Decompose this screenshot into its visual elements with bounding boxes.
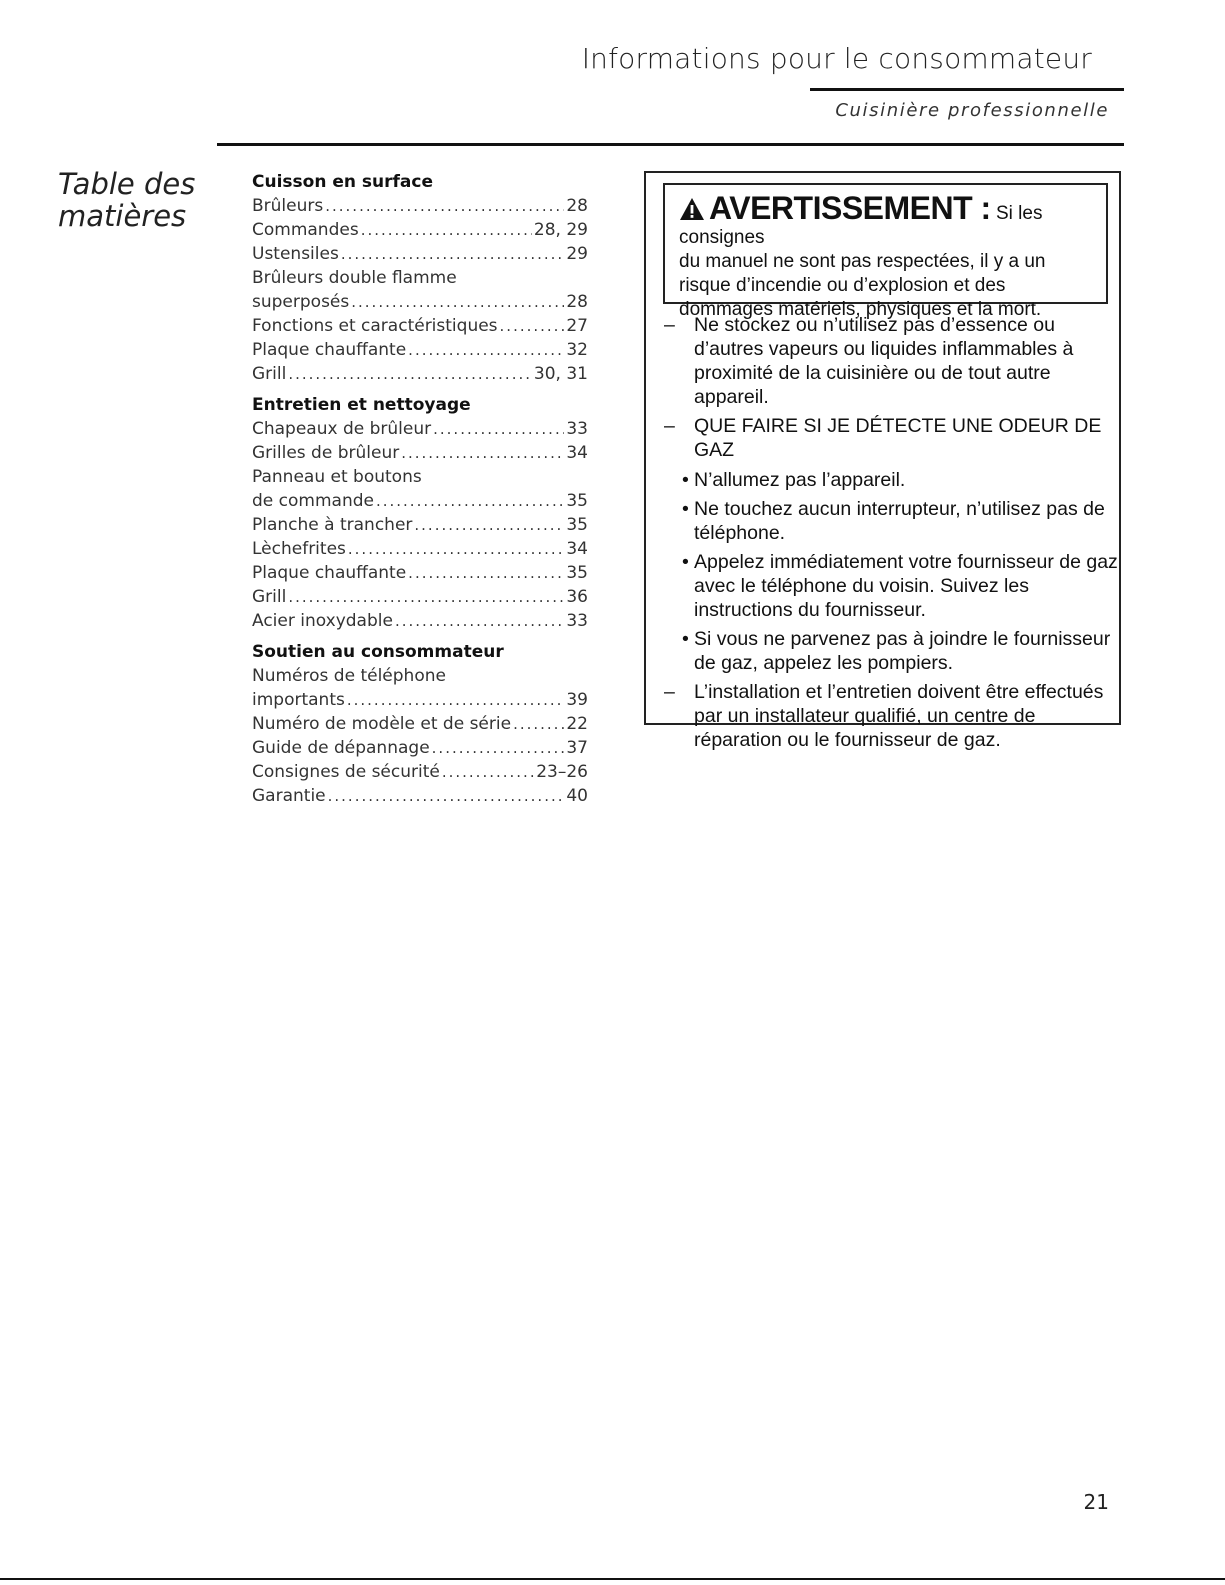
toc-entry[interactable] xyxy=(252,338,588,362)
toc-entry-label: Grill xyxy=(252,587,287,607)
gas-odor-steps xyxy=(682,468,1124,675)
toc-leader-dots xyxy=(408,338,564,362)
warning-text: du manuel ne sont pas respectées, il y a un risque d’incendie ou d’explosion et des dommages matériels, physiques et la mort. xyxy=(679,251,1046,320)
toc-entry[interactable] xyxy=(252,664,588,688)
bottom-rule xyxy=(0,1578,1225,1580)
warning-triangle-icon xyxy=(679,197,705,221)
toc-entry-page: 35 xyxy=(566,563,588,583)
toc-entry-label: Numéro de modèle et de série xyxy=(252,714,512,734)
warning-text-first: Si les consignes xyxy=(679,203,1043,248)
bullet-mark: • xyxy=(682,628,689,650)
warning-item-text: QUE FAIRE SI JE DÉTECTE UNE ODEUR DE GAZ xyxy=(694,415,1102,461)
bullet-item xyxy=(682,550,1124,622)
main-rule xyxy=(217,143,1124,146)
toc-entry-label: Garantie xyxy=(252,786,326,806)
toc-entry[interactable] xyxy=(252,441,588,465)
bullet-item xyxy=(682,627,1124,675)
toc-entry-page: 33 xyxy=(566,611,588,631)
bullet-mark: • xyxy=(682,469,689,491)
warning-item-text: Ne stockez ou n’utilisez pas d’essence ou d’autres vapeurs ou liquides inflammables à proximité de la cuisinière ou de tout autre appareil. xyxy=(694,314,1074,408)
toc-entry[interactable] xyxy=(252,290,588,314)
bullet-text: Si vous ne parvenez pas à joindre le fournisseur de gaz, appelez les pompiers. xyxy=(694,628,1111,674)
dash-mark: – xyxy=(664,681,675,703)
toc-entry-page: 33 xyxy=(566,419,588,439)
warning-headline-box xyxy=(663,183,1108,320)
warning-item xyxy=(664,313,1124,409)
toc-heading: Cuisson en surface xyxy=(252,172,433,192)
page-number: 21 xyxy=(1083,1490,1109,1514)
toc-title-line2: matières xyxy=(58,199,187,233)
toc-entry-page: 32 xyxy=(566,340,588,360)
toc-entry-page: 34 xyxy=(566,539,588,559)
bullet-item xyxy=(682,497,1124,545)
warning-title: AVERTISSEMENT : xyxy=(709,190,991,226)
toc-entry[interactable] xyxy=(252,314,588,338)
toc-leader-dots xyxy=(442,760,534,784)
toc-entry-page: 28 xyxy=(566,196,588,216)
toc-entry-label: Commandes xyxy=(252,220,359,240)
toc-entry-label: Chapeaux de brûleur xyxy=(252,419,432,439)
toc-entry-page: 35 xyxy=(566,491,588,511)
toc-title-line1: Table des xyxy=(58,167,196,201)
warning-instructions xyxy=(664,313,1124,757)
toc-leader-dots xyxy=(288,362,532,386)
toc-entry[interactable] xyxy=(252,417,588,441)
toc-entry-page: 29 xyxy=(566,244,588,264)
header-subtitle: Cuisinière professionnelle xyxy=(835,100,1109,121)
dash-mark: – xyxy=(664,314,675,336)
toc-entry[interactable] xyxy=(252,362,588,386)
bullet-item xyxy=(682,468,1124,492)
toc-entry-page: 34 xyxy=(566,443,588,463)
toc-entry[interactable] xyxy=(252,561,588,585)
toc-section-entretien xyxy=(252,393,588,633)
toc-leader-dots xyxy=(288,585,564,609)
toc-entry-page: 22 xyxy=(566,714,588,734)
toc-entry-page: 37 xyxy=(566,738,588,758)
header-rule xyxy=(810,88,1124,91)
toc-leader-dots xyxy=(351,290,564,314)
toc-entry-page: 23–26 xyxy=(536,762,588,782)
warning-item xyxy=(664,680,1124,752)
dash-mark: – xyxy=(664,415,675,437)
toc-leader-dots xyxy=(414,513,564,537)
toc-entry-label: importants xyxy=(252,690,345,710)
toc-entry-label: superposés xyxy=(252,292,350,312)
toc-entry-label: Brûleurs double flamme xyxy=(252,268,457,288)
bullet-mark: • xyxy=(682,498,689,520)
toc-entry-page: 36 xyxy=(566,587,588,607)
toc-leader-dots xyxy=(401,441,564,465)
toc-entry-page: 28, 29 xyxy=(533,220,588,240)
toc-entry[interactable] xyxy=(252,537,588,561)
toc-entry-label: Grill xyxy=(252,364,287,384)
toc-section-soutien xyxy=(252,640,588,808)
toc-entry[interactable] xyxy=(252,513,588,537)
table-of-contents xyxy=(252,170,588,815)
toc-entry[interactable] xyxy=(252,688,588,712)
toc-leader-dots xyxy=(408,561,564,585)
toc-entry-label: Panneau et boutons xyxy=(252,467,422,487)
toc-entry[interactable] xyxy=(252,784,588,808)
toc-entry-label: Acier inoxydable xyxy=(252,611,393,631)
toc-leader-dots xyxy=(341,242,565,266)
bullet-text: Ne touchez aucun interrupteur, n’utilisez pas de téléphone. xyxy=(694,498,1105,544)
bullet-text: N’allumez pas l’appareil. xyxy=(694,469,906,491)
toc-entry-label: Brûleurs xyxy=(252,196,324,216)
toc-entry-page: 28 xyxy=(566,292,588,312)
toc-leader-dots xyxy=(325,194,564,218)
toc-entry-label: Numéros de téléphone xyxy=(252,666,446,686)
toc-leader-dots xyxy=(513,712,564,736)
toc-entry-page: 30, 31 xyxy=(533,364,588,384)
bullet-text: Appelez immédiatement votre fournisseur de gaz avec le téléphone du voisin. Suivez les instructions du fournisseur. xyxy=(694,551,1118,621)
toc-entry-label: Fonctions et caractéristiques xyxy=(252,316,498,336)
toc-entry[interactable] xyxy=(252,609,588,633)
toc-leader-dots xyxy=(500,314,565,338)
toc-leader-dots xyxy=(361,218,532,242)
toc-entry[interactable] xyxy=(252,266,588,290)
warning-item-text: L’installation et l’entretien doivent être effectués par un installateur qualifié, un centre de réparation ou le fournisseur de gaz. xyxy=(694,681,1104,751)
toc-leader-dots xyxy=(395,609,564,633)
toc-entry-label: Planche à trancher xyxy=(252,515,413,535)
toc-entry[interactable] xyxy=(252,489,588,513)
toc-entry-label: Lèchefrites xyxy=(252,539,346,559)
toc-entry[interactable] xyxy=(252,194,588,218)
toc-entry[interactable] xyxy=(252,242,588,266)
toc-entry[interactable] xyxy=(252,218,588,242)
header-title: Informations pour le consommateur xyxy=(581,42,1092,75)
toc-entry-label: Guide de dépannage xyxy=(252,738,430,758)
toc-leader-dots xyxy=(376,489,564,513)
toc-entry-page: 40 xyxy=(566,786,588,806)
toc-entry[interactable] xyxy=(252,465,588,489)
toc-entry-label: Grilles de brûleur xyxy=(252,443,400,463)
toc-entry[interactable] xyxy=(252,585,588,609)
toc-entry-label: Plaque chauffante xyxy=(252,340,407,360)
toc-leader-dots xyxy=(432,736,565,760)
toc-entry-label: Ustensiles xyxy=(252,244,339,264)
toc-heading: Soutien au consommateur xyxy=(252,642,504,662)
toc-leader-dots xyxy=(347,688,565,712)
toc-entry[interactable] xyxy=(252,712,588,736)
bullet-mark: • xyxy=(682,551,689,573)
toc-entry-page: 27 xyxy=(566,316,588,336)
warning-item xyxy=(664,414,1124,462)
toc-entry-label: de commande xyxy=(252,491,374,511)
toc-title xyxy=(58,168,195,232)
toc-entry[interactable] xyxy=(252,736,588,760)
toc-leader-dots xyxy=(433,417,564,441)
toc-section-cuisson xyxy=(252,170,588,386)
toc-entry-label: Consignes de sécurité xyxy=(252,762,440,782)
toc-heading: Entretien et nettoyage xyxy=(252,395,471,415)
toc-entry-page: 39 xyxy=(566,690,588,710)
toc-leader-dots xyxy=(328,784,565,808)
warning-headline xyxy=(679,191,1096,250)
toc-entry[interactable] xyxy=(252,760,588,784)
toc-entry-label: Plaque chauffante xyxy=(252,563,407,583)
toc-leader-dots xyxy=(348,537,564,561)
toc-entry-page: 35 xyxy=(566,515,588,535)
